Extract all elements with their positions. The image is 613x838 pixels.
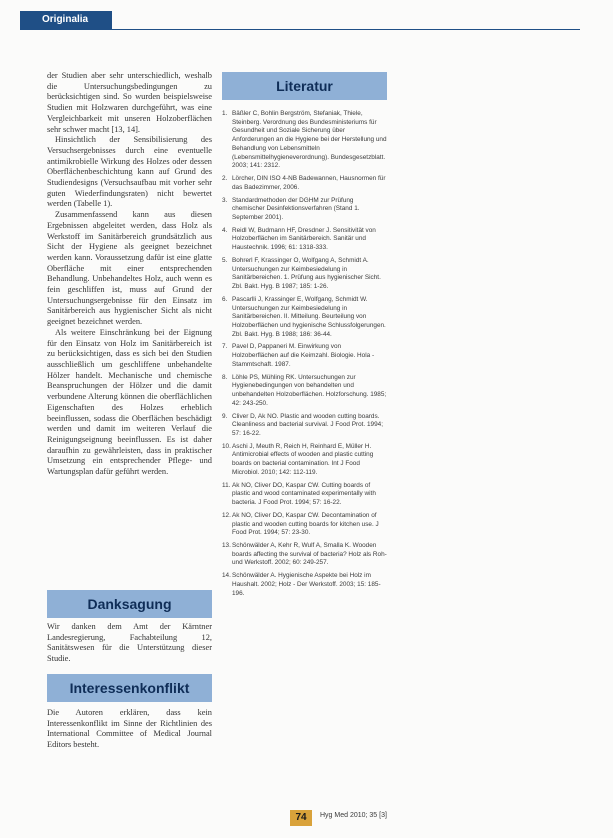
reference-text: Standardmethoden der DGHM zur Prüfung chemischer Desinfektionsverfahren (Stand 1. September 2001).: [232, 196, 360, 221]
reference-number: 12.: [222, 511, 231, 519]
reference-number: 4.: [222, 226, 228, 234]
body-paragraph: Als weitere Einschränkung bei der Eignung für den Einsatz von Holz im Sanitärbereich ist zu berücksichtigen, dass es sich bei den Studien ausschließlich um geschliffene unbehandelte Hölzer handelt. Mechanische und chemische Beanspruchungen der Hölzer und die damit verbundene Alterung können die oberflächlichen Eigenschaften des Holzes erheblich beeinflussen, sodass die Oberflächen beschädigt werden und damit im weiteren Verlauf die Reinigungseignung beeinflussen. Es ist daher daraufhin zu gewährleisten, dass in praktischer Umsetzung ein entsprechender Pflege- und Wartungsplan dafür geführt werden.: [47, 327, 212, 477]
reference-item: [222, 175, 387, 192]
body-paragraph: Zusammenfassend kann aus diesen Ergebnissen abgeleitet werden, dass Holz als Werkstoff im Sanitärbereich grundsätzlich aus Sicht der Hygiene als geeignet bezeichnet werden kann. Voraussetzung dafür ist eine glatte Oberfläche mit einer entsprechenden Behandlung. Unbehandeltes Holz, auch wenn es fein geschliffen ist, muss auf Grund der Untersuchungsergebnisse für den Einsatz im Sanitärbereich aus hygienischer Sicht als nicht geeignet bezeichnet werden.: [47, 210, 212, 327]
reference-text: Pavel D, Pappaneri M. Einwirkung von Holzoberflächen auf die Keimzahl. Biologie. Hola - Stammtschaft. 1987.: [232, 343, 375, 368]
reference-item: [222, 443, 387, 478]
reference-text: Ak NO, Cliver DO, Kaspar CW. Cutting boards of plastic and wood contaminated experimentally with bacteria. J Food Prot. 1994; 57: 16-22.: [232, 481, 376, 507]
reference-number: 10.: [222, 442, 231, 450]
left-column: [47, 71, 212, 478]
body-paragraph: Hinsichtlich der Sensibilisierung des Versuchsergebnisses durch eine eventuelle antimikrobielle Wirkung des Holzes oder dessen Oberflächenbeschichtung kann auf Grund des Studiendesigns (Versuchsaufbau mit vorher sehr guten Wiederfindungsraten) nicht bewertet werden (Tabelle 1).: [47, 135, 212, 209]
reference-text: Löhle PS, Mühling RK. Untersuchungen zur Hygienebedingungen von behandelten und unbehandelten Holzoberflächen. Holzforschung. 1985; 42: 243-250.: [232, 373, 387, 407]
reference-number: 1.: [222, 110, 228, 117]
reference-item: [222, 227, 387, 253]
reference-text: Pascarlli J, Krassinger E, Wolfgang, Schmidt W. Untersuchungen zur Keimbesiedelung in Sanitärbereichen. II. Mitteilung. Beurteilung von Holzoberflächen und hygienische Schlussfolgerungen. Zbl. Bakt. Hyg. B 1988; 186: 36-44.: [232, 295, 386, 338]
reference-number: 2.: [222, 175, 228, 183]
reference-number: 14.: [222, 572, 231, 580]
references-heading: Literatur: [222, 72, 387, 100]
reference-text: Bäßler C, Bohlin Bergström, Stefaniak, Thiele, Steinberg. Verordnung des Bundesministeriums für Gesundheit und Soziale Sicherung über Anforderungen an die Hygiene bei der Herstellung und Behandlung von Lebensmitteln (Lebensmittelhygieneverordnung). Bundesgesetzblatt. 2003; 141: 2312.: [232, 110, 387, 170]
reference-item: [222, 257, 387, 292]
reference-text: Aschi J, Meuth R, Reich H, Reinhard E, Müller H. Antimicrobial effects of wooden and plastic cutting boards on bacterial contamination. Int J Food Microbiol. 2010; 142: 112-119.: [232, 442, 374, 476]
reference-text: Schönwälder A. Hygienische Aspekte bei Holz im Haushalt. 2002; Holz - Der Werkstoff. 2003; 15: 185-196.: [232, 572, 381, 597]
reference-text: Reidl W, Budmann HF, Dresdner J. Sensitivität von Holzoberflächen im Sanitärbereich. Sanitär und Haustechnik. 1996; 61: 1318-333.: [232, 226, 376, 252]
reference-number: 13.: [222, 542, 231, 550]
reference-number: 11.: [222, 481, 231, 489]
reference-item: [222, 413, 387, 439]
reference-list: [222, 110, 387, 598]
reference-number: 6.: [222, 295, 228, 303]
acknowledgement-text: Wir danken dem Amt der Kärntner Landesregierung, Fachabteilung 12, Sanitätswesen für die Unterstützung dieser Studie.: [47, 622, 212, 664]
reference-item: [222, 343, 387, 369]
reference-text: Bohrerl F, Krassinger O, Wolfgang A, Schmidt A. Untersuchungen zur Keimbesiedelung in Sanitärbereichen. 1. Prüfung aus hygienischer Sicht. Zbl. Bakt. Hyg. B 1987; 185: 1-26.: [232, 256, 381, 291]
body-paragraph: der Studien aber sehr unterschiedlich, weshalb die Untersuchungsbedingungen zu berücksichtigen sind. So wurden beispielsweise Studien mit Holzwaren durchgeführt, was eine Vergleichbarkeit mit unseren Holzoberflächen sehr schwer macht [13, 14].: [47, 71, 212, 134]
reference-item: [222, 512, 387, 538]
section-label: Originalia: [20, 11, 112, 29]
reference-item: [222, 197, 387, 223]
references-column: [222, 72, 387, 602]
conflict-text: Die Autoren erklären, dass kein Interessenkonflikt im Sinne der Richtlinien des International Committee of Medical Journal Editors besteht.: [47, 708, 212, 750]
conflict-heading: Interessenkonflikt: [47, 674, 212, 702]
reference-number: 5.: [222, 256, 228, 264]
page-number: 74: [290, 810, 312, 826]
reference-text: Lörcher, DIN ISO 4-NB Badewannen, Hausnormen für das Badezimmer, 2006.: [232, 175, 386, 191]
reference-item: [222, 542, 387, 568]
reference-text: Cliver D, Ak NO. Plastic and wooden cutting boards. Cleanliness and bacterial survival. J Food Prot. 1994; 57: 16-22.: [232, 412, 383, 437]
reference-number: 8.: [222, 373, 228, 381]
header-rule: [20, 29, 580, 30]
journal-citation: Hyg Med 2010; 35 [3]: [320, 812, 387, 819]
reference-item: [222, 572, 387, 598]
acknowledgement-heading: Danksagung: [47, 590, 212, 618]
reference-item: [222, 374, 387, 409]
reference-number: 7.: [222, 343, 228, 351]
reference-text: Schönwälder A, Kehr R, Wulf A, Smalla K. Wooden boards affecting the survival of bacteria? Holz als Roh- und Werkstoff. 2002; 60: 249-257.: [232, 542, 387, 567]
reference-item: [222, 296, 387, 340]
reference-item: [222, 110, 387, 171]
reference-number: 3.: [222, 196, 228, 204]
reference-number: 9.: [222, 412, 228, 420]
reference-text: Ak NO, Cliver DO, Kaspar CW. Decontamination of plastic and wooden cutting boards for kitchen use. J Food Prot. 1994; 57: 23-30.: [232, 511, 379, 537]
reference-item: [222, 482, 387, 508]
